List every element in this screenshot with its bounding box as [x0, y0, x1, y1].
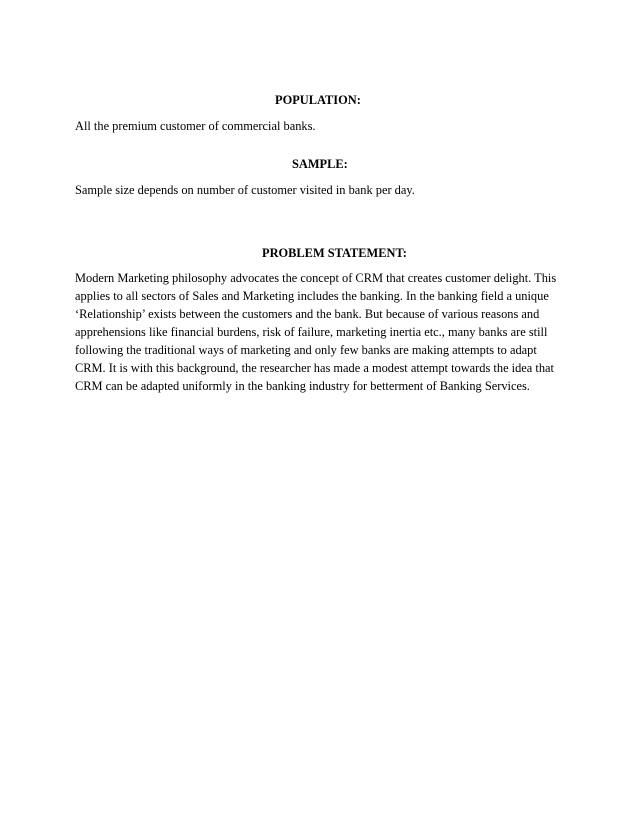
sample-text: Sample size depends on number of customer visited in bank per day.	[75, 183, 415, 197]
population-text: All the premium customer of commercial banks.	[75, 119, 316, 133]
problem-statement-heading: PROBLEM STATEMENT:	[262, 246, 407, 260]
problem-statement-line: following the traditional ways of marketing and only few banks are making attempts to adapt	[75, 343, 537, 357]
problem-statement-line: ‘Relationship’ exists between the customers and the bank. But because of various reasons and	[75, 307, 540, 321]
problem-statement-line: CRM. It is with this background, the researcher has made a modest attempt towards the idea that	[75, 361, 554, 375]
problem-statement-line: applies to all sectors of Sales and Marketing includes the banking. In the banking field a unique	[75, 289, 549, 303]
population-heading: POPULATION:	[275, 93, 361, 107]
problem-statement-line: Modern Marketing philosophy advocates the concept of CRM that creates customer delight. This	[75, 271, 557, 285]
problem-statement-line: apprehensions like financial burdens, risk of failure, marketing inertia etc., many banks are still	[75, 325, 548, 339]
sample-heading: SAMPLE:	[292, 157, 348, 171]
problem-statement-line: CRM can be adapted uniformly in the banking industry for betterment of Banking Services.	[75, 379, 530, 393]
problem-statement-body	[75, 269, 556, 395]
